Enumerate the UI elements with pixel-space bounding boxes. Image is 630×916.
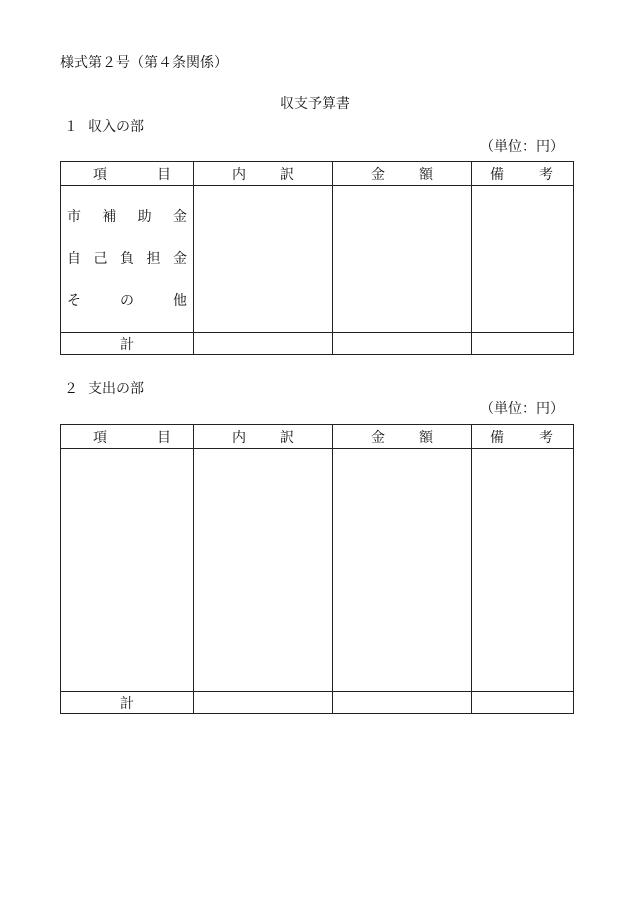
- document-title: 収支予算書: [280, 96, 350, 112]
- income-total-label: 計: [61, 333, 194, 355]
- expense-total-row: [61, 692, 574, 714]
- expense-amount-cell[interactable]: [333, 449, 472, 692]
- expense-total-amount[interactable]: [333, 692, 472, 714]
- income-note-cell[interactable]: [472, 186, 574, 333]
- expense-total-breakdown[interactable]: [194, 692, 333, 714]
- header-note: 備 考: [472, 162, 574, 186]
- income-unit-label: （単位：円）: [480, 139, 564, 155]
- header-item: 項 目: [61, 162, 194, 186]
- income-section-number: １: [64, 119, 78, 135]
- header-amount: 金 額: [333, 162, 472, 186]
- income-item-city-subsidy: 市 補 助 金: [67, 209, 187, 225]
- income-header-row: [61, 162, 574, 186]
- form-number-label: 様式第２号（第４条関係）: [60, 55, 228, 71]
- expense-total-label: 計: [61, 692, 194, 714]
- income-table: [60, 161, 574, 355]
- expense-breakdown-cell[interactable]: [194, 449, 333, 692]
- header-amount: 金 額: [333, 425, 472, 449]
- income-item-other: そ の 他: [67, 293, 187, 309]
- expense-section-title: [64, 378, 144, 398]
- expense-section-label: 支出の部: [88, 381, 144, 397]
- income-amount-cell[interactable]: [333, 186, 472, 333]
- expense-unit-label: （単位：円）: [480, 401, 564, 417]
- income-total-amount[interactable]: [333, 333, 472, 355]
- income-item-self-funding: 自 己 負 担 金: [67, 251, 187, 267]
- income-items-cell: [61, 186, 194, 333]
- header-breakdown: 内 訳: [194, 425, 333, 449]
- expense-total-note[interactable]: [472, 692, 574, 714]
- expense-body-row: [61, 449, 574, 692]
- income-body-row: [61, 186, 574, 333]
- expense-note-cell[interactable]: [472, 449, 574, 692]
- header-breakdown: 内 訳: [194, 162, 333, 186]
- income-total-note[interactable]: [472, 333, 574, 355]
- income-breakdown-cell[interactable]: [194, 186, 333, 333]
- expense-items-cell[interactable]: [61, 449, 194, 692]
- expense-header-row: [61, 425, 574, 449]
- income-total-row: [61, 333, 574, 355]
- expense-section-number: ２: [64, 381, 78, 397]
- income-total-breakdown[interactable]: [194, 333, 333, 355]
- income-section-title: [64, 116, 144, 136]
- expense-table: [60, 424, 574, 714]
- header-item: 項 目: [61, 425, 194, 449]
- income-section-label: 収入の部: [88, 119, 144, 135]
- header-note: 備 考: [472, 425, 574, 449]
